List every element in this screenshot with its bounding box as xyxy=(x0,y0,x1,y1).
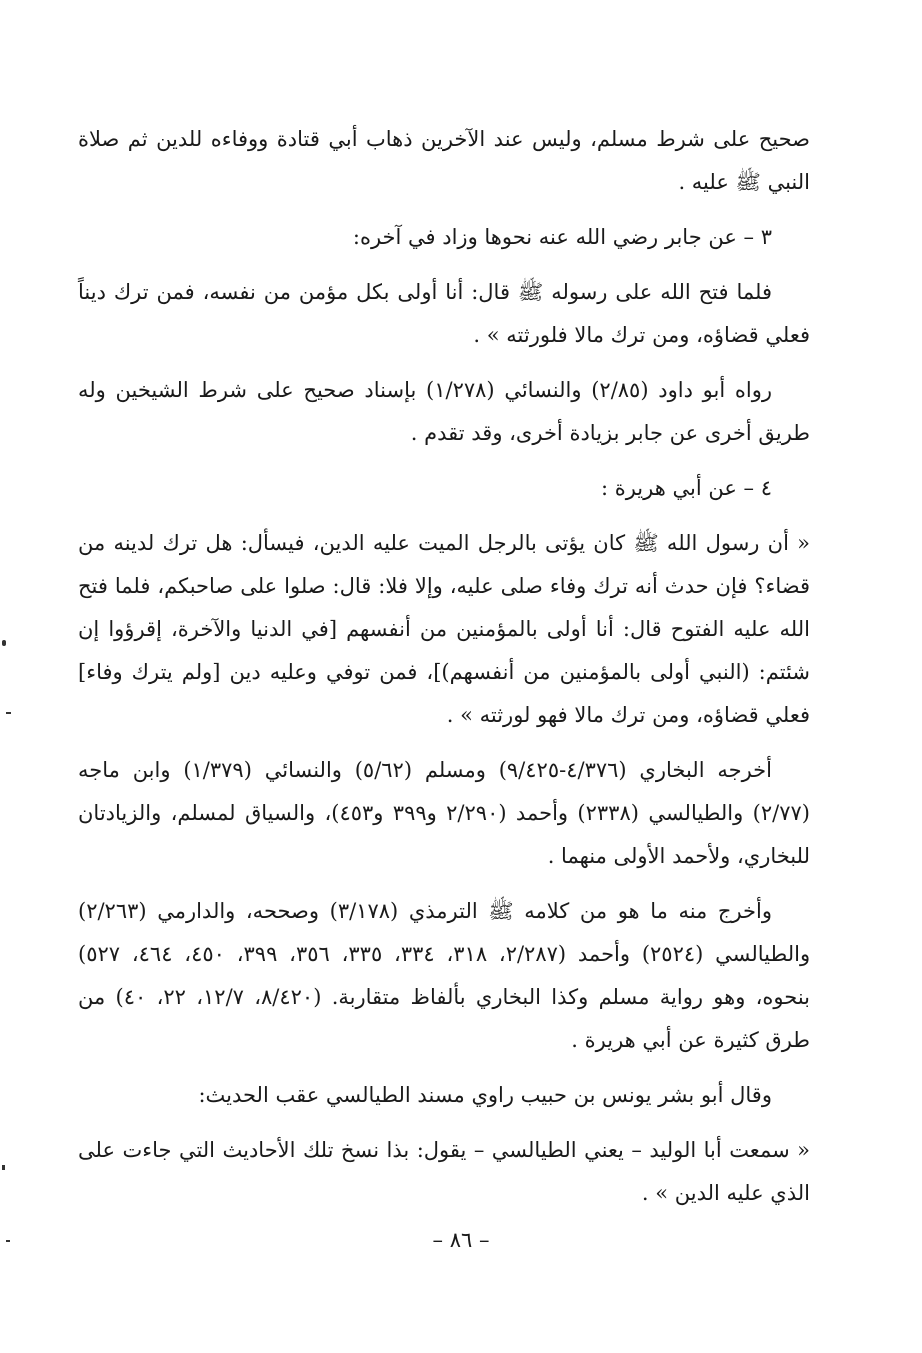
scan-speck xyxy=(2,1165,5,1170)
scan-speck xyxy=(6,712,11,714)
scan-speck xyxy=(6,1240,10,1242)
hadith-4-heading: ٤ – عن أبي هريرة : xyxy=(600,476,772,500)
paragraph-9: وقال أبو بشر يونس بن حبيب راوي مسند الطيالسي عقب الحديث: xyxy=(198,1083,772,1107)
paragraph-10: « سمعت أبا الوليد – يعني الطيالسي – يقول: بذا نسخ تلك الأحاديث التي جاءت على الذي عليه الدين » . xyxy=(78,1138,810,1205)
paragraph-3: فلما فتح الله على رسوله ﷺ قال: أنا أولى بكل مؤمن من نفسه، فمن ترك ديناً فعلي قضاؤه، ومن ترك مالا فلورثته » . xyxy=(78,280,810,347)
paragraph-8: وأخرج منه ما هو من كلامه ﷺ الترمذي (٣/١٧٨) وصححه، والدارمي (٢/٢٦٣) والطيالسي (٢٥٢٤) وأحمد (٢/٢٨٧، ٣١٨، ٣٣٤، ٣٣٥، ٣٥٦، ٣٩٩، ٤٥٠، ٤٦٤، ٥٢٧) بنحوه، وهو رواية مسلم وكذا البخاري بألفاظ متقاربة. (٨/٤٢٠، ١٢/٧، ٢٢، ٤٠) من طرق كثيرة عن أبي هريرة . xyxy=(78,899,811,1052)
paragraph-7: أخرجه البخاري (٤/٣٧٦-٩/٤٢٥) ومسلم (٥/٦٢) والنسائي (١/٣٧٩) وابن ماجه (٢/٧٧) والطيالسي (٢٣٣٨) وأحمد (٢/٢٩٠ و٣٩٩ و٤٥٣)، والسياق لمسلم، والزيادتان للبخاري، ولأحمد الأولى منهما . xyxy=(78,758,810,868)
page-body xyxy=(78,118,810,1227)
page-number: – ٨٦ – xyxy=(432,1228,490,1252)
scan-speck xyxy=(2,640,6,646)
hadith-3-heading: ٣ – عن جابر رضي الله عنه نحوها وزاد في آخره: xyxy=(352,225,772,249)
paragraph-1: صحيح على شرط مسلم، وليس عند الآخرين ذهاب أبي قتادة ووفاءه للدين ثم صلاة النبي ﷺ عليه . xyxy=(78,127,810,194)
paragraph-6: « أن رسول الله ﷺ كان يؤتى بالرجل الميت عليه الدين، فيسأل: هل ترك لدينه من قضاء؟ فإن حدث أنه ترك وفاء صلى عليه، وإلا فلا: قال: صلوا على صاحبكم، فلما فتح الله عليه الفتوح قال: أنا أولى بالمؤمنين من أنفسهم [في الدنيا والآخرة، إقرؤوا إن شئتم: (النبي أولى بالمؤمنين من أنفسهم)]، فمن توفي وعليه دين [ولم يترك وفاء] فعلي قضاؤه، ومن ترك مالا فهو لورثته » . xyxy=(78,531,810,727)
paragraph-4: رواه أبو داود (٢/٨٥) والنسائي (١/٢٧٨) بإسناد صحيح على شرط الشيخين وله طريق أخرى عن جابر بزيادة أخرى، وقد تقدم . xyxy=(78,378,810,445)
